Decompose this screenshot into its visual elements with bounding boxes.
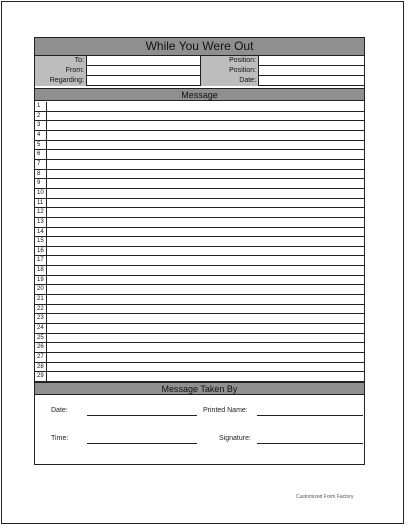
line-number: 14: [35, 228, 47, 237]
date-field[interactable]: [259, 76, 364, 86]
message-line[interactable]: [35, 285, 364, 295]
position-label: Position:: [201, 66, 259, 76]
signature-line[interactable]: [257, 443, 363, 444]
message-line[interactable]: [35, 363, 364, 373]
line-number: 12: [35, 208, 47, 217]
message-line[interactable]: [35, 112, 364, 122]
line-number: 8: [35, 170, 47, 179]
to-label: To:: [35, 56, 87, 66]
message-line[interactable]: [35, 314, 364, 324]
message-line[interactable]: [35, 189, 364, 199]
date-label: Date:: [51, 407, 68, 414]
message-line[interactable]: [35, 160, 364, 170]
message-line[interactable]: [35, 295, 364, 305]
regarding-label: Regarding:: [35, 76, 87, 86]
line-number: 2: [35, 112, 47, 121]
from-label: From:: [35, 66, 87, 76]
message-line[interactable]: [35, 199, 364, 209]
line-number: 15: [35, 237, 47, 246]
time-label: Time:: [51, 435, 69, 442]
message-line[interactable]: [35, 256, 364, 266]
line-number: 5: [35, 141, 47, 150]
message-line[interactable]: [35, 208, 364, 218]
message-line[interactable]: [35, 170, 364, 180]
while-you-were-out-form: [34, 37, 365, 465]
message-line[interactable]: [35, 343, 364, 353]
message-line[interactable]: [35, 102, 364, 112]
message-line[interactable]: [35, 247, 364, 257]
line-number: 21: [35, 295, 47, 304]
position-field[interactable]: [259, 56, 364, 66]
line-number: 29: [35, 372, 47, 381]
line-number: 20: [35, 285, 47, 294]
from-field[interactable]: [87, 66, 201, 76]
message-line[interactable]: [35, 334, 364, 344]
line-number: 27: [35, 353, 47, 362]
date-label: Date:: [201, 76, 259, 86]
regarding-field[interactable]: [87, 76, 201, 86]
line-number: 9: [35, 179, 47, 188]
time-line[interactable]: [87, 443, 197, 444]
message-line[interactable]: [35, 131, 364, 141]
message-heading: Message: [35, 88, 364, 101]
position-label: Position:: [201, 56, 259, 66]
line-number: 17: [35, 256, 47, 265]
line-number: 6: [35, 150, 47, 159]
line-number: 19: [35, 276, 47, 285]
printed-name-line[interactable]: [257, 415, 363, 416]
message-line[interactable]: [35, 324, 364, 334]
line-number: 16: [35, 247, 47, 256]
header-row-regarding: [35, 76, 364, 86]
message-line[interactable]: [35, 353, 364, 363]
message-line[interactable]: [35, 372, 364, 382]
taken-by-heading: Message Taken By: [35, 382, 364, 395]
message-line[interactable]: [35, 150, 364, 160]
line-number: 3: [35, 121, 47, 130]
message-line[interactable]: [35, 266, 364, 276]
line-number: 24: [35, 324, 47, 333]
line-number: 4: [35, 131, 47, 140]
message-line[interactable]: [35, 305, 364, 315]
line-number: 23: [35, 314, 47, 323]
signature-label: Signature:: [219, 435, 251, 442]
line-number: 11: [35, 199, 47, 208]
to-field[interactable]: [87, 56, 201, 66]
taken-by-section: [35, 395, 364, 465]
position-field[interactable]: [259, 66, 364, 76]
line-number: 26: [35, 343, 47, 352]
message-line[interactable]: [35, 276, 364, 286]
line-number: 18: [35, 266, 47, 275]
form-title: While You Were Out: [35, 38, 364, 56]
line-number: 13: [35, 218, 47, 227]
header-fields: [35, 56, 364, 86]
line-number: 7: [35, 160, 47, 169]
message-line[interactable]: [35, 179, 364, 189]
line-number: 10: [35, 189, 47, 198]
line-number: 22: [35, 305, 47, 314]
message-line[interactable]: [35, 141, 364, 151]
line-number: 28: [35, 363, 47, 372]
header-row-from: [35, 66, 364, 76]
line-number: 25: [35, 334, 47, 343]
date-line[interactable]: [87, 415, 197, 416]
message-line[interactable]: [35, 228, 364, 238]
message-line[interactable]: [35, 121, 364, 131]
header-row-to: [35, 56, 364, 66]
printed-name-label: Printed Name:: [203, 407, 248, 414]
line-number: 1: [35, 102, 47, 111]
message-line[interactable]: [35, 218, 364, 228]
message-line[interactable]: [35, 237, 364, 247]
footer-note: Customized Form Factory: [296, 494, 354, 500]
